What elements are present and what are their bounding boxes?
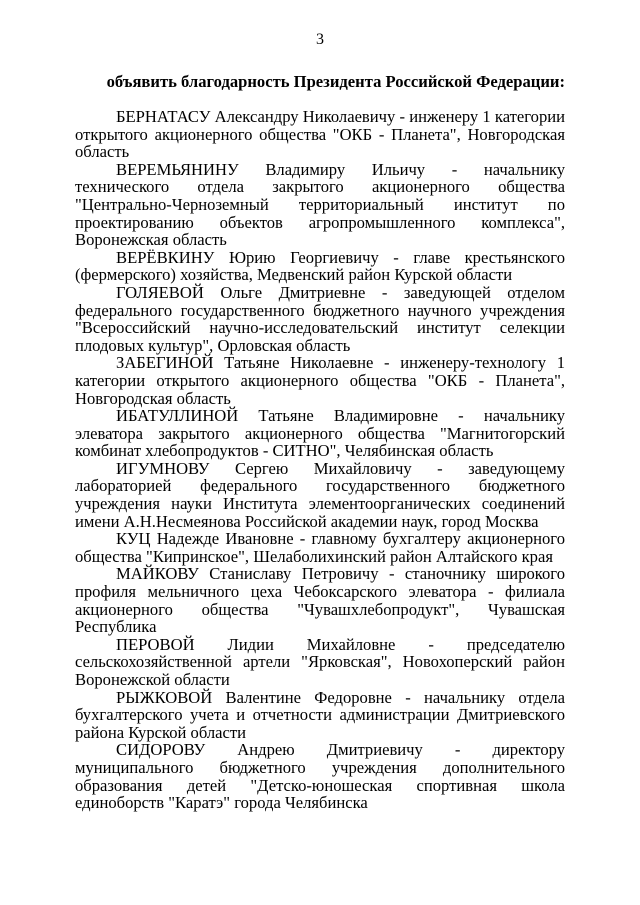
awardee-entry: ВЕРЕМЬЯНИНУ Владимиру Ильичу - начальнику технического отдела закрытого акционерного общества "Центрально-Черноземный территориальный институт по проектированию объектов агропромышленного комплекса", Воронежская область bbox=[75, 159, 565, 250]
awardee-entry: СИДОРОВУ Андрею Дмитриевичу - директору муниципального бюджетного учреждения дополнительного образования детей "Детско-юношеская спортивная школа единоборств "Каратэ" города Челябинска bbox=[75, 740, 565, 813]
page-number: 3 bbox=[316, 31, 324, 48]
awardee-entry: МАЙКОВУ Станиславу Петровичу - станочнику широкого профиля мельничного цеха Чебоксарского элеватора - филиала акционерного общества "Чувашхлебопродукт", Чувашская Республика bbox=[75, 564, 565, 637]
awardee-entry: БЕРНАТАСУ Александру Николаевичу - инженеру 1 категории открытого акционерного общества "ОКБ - Планета", Новгородская область bbox=[75, 107, 565, 162]
awardee-entry: ЗАБЕГИНОЙ Татьяне Николаевне - инженеру-технологу 1 категории открытого акционерного общества "ОКБ - Планета", Новгородская область bbox=[75, 353, 565, 408]
awardee-entry: РЫЖКОВОЙ Валентине Федоровне - начальнику отдела бухгалтерского учета и отчетности администрации Дмитриевского района Курской области bbox=[75, 687, 565, 742]
awardee-entry: ПЕРОВОЙ Лидии Михайловне - председателю сельскохозяйственной артели "Ярковская", Новохоперский район Воронежской области bbox=[75, 634, 565, 689]
awardee-list bbox=[75, 108, 565, 812]
awardee-entry: ГОЛЯЕВОЙ Ольге Дмитриевне - заведующей отделом федерального государственного бюджетного научного учреждения "Всероссийский научно-исследовательский институт селекции плодовых культур", Орловская область bbox=[75, 282, 565, 355]
awardee-entry: ИБАТУЛЛИНОЙ Татьяне Владимировне - начальнику элеватора закрытого акционерного общества "Магнитогорский комбинат хлебопродуктов - СИТНО", Челябинская область bbox=[75, 406, 565, 461]
awardee-entry: КУЦ Надежде Ивановне - главному бухгалтеру акционерного общества "Кипринское", Шелаболихинский район Алтайского края bbox=[75, 529, 565, 566]
awardee-entry: ИГУМНОВУ Сергею Михайловичу - заведующему лабораторией федерального государственного бюджетного учреждения науки Института элементоорганических соединений имени А.Н.Несмеянова Российской академии наук, город Москва bbox=[75, 458, 565, 531]
decree-heading: объявить благодарность Президента Российской Федерации: bbox=[106, 72, 565, 91]
awardee-entry: ВЕРЁВКИНУ Юрию Георгиевичу - главе крестьянского (фермерского) хозяйства, Медвенский район Курской области bbox=[75, 247, 565, 285]
